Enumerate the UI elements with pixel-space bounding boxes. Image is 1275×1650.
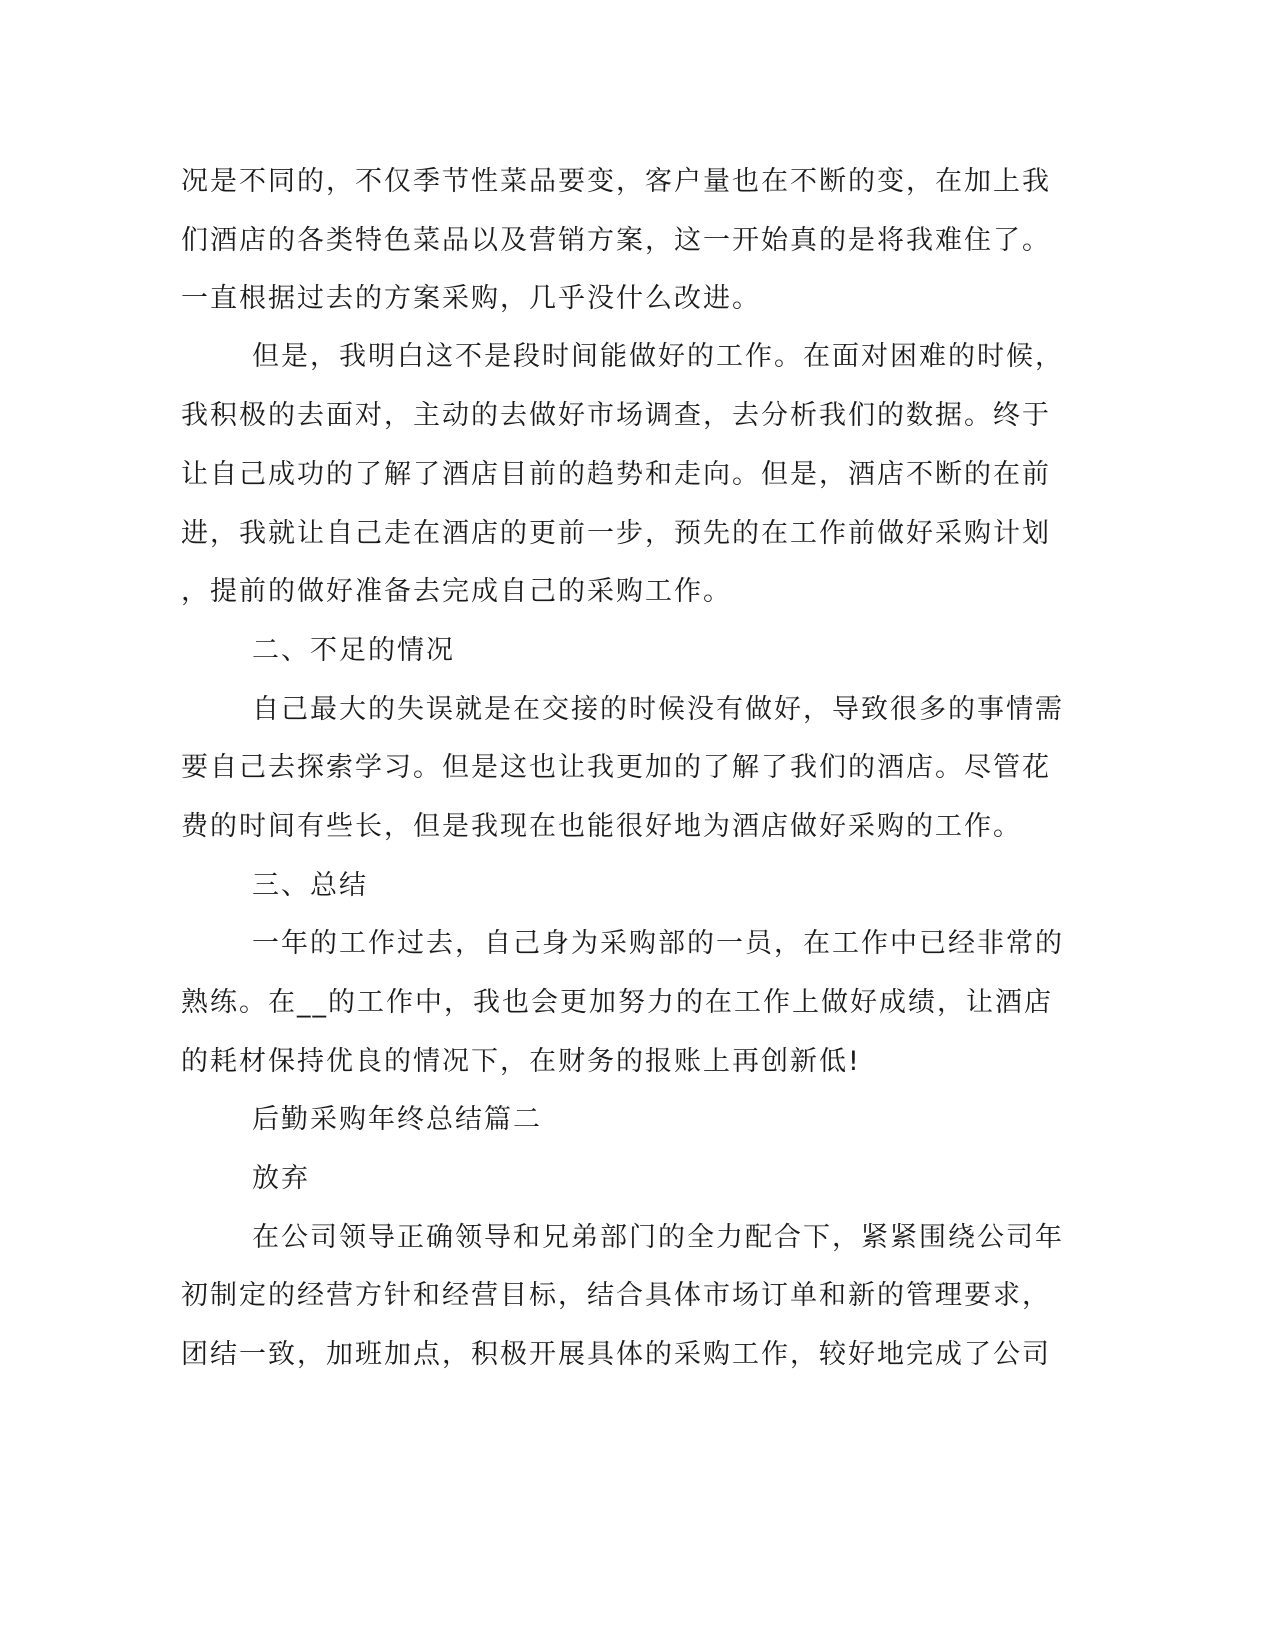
article-title: 后勤采购年终总结篇二 bbox=[252, 1104, 542, 1135]
paragraph-line: 熟练。在__的工作中，我也会更加努力的在工作上做好成绩，让酒店 bbox=[181, 987, 1053, 1018]
paragraph-line: 况是不同的，不仅季节性菜品要变，客户量也在不断的变，在加上我 bbox=[181, 166, 1051, 197]
paragraph-line: 初制定的经营方针和经营目标，结合具体市场订单和新的管理要求， bbox=[181, 1280, 1051, 1311]
paragraph-line: 团结一致，加班加点，积极开展具体的采购工作，较好地完成了公司 bbox=[181, 1339, 1051, 1370]
paragraph-line: 自己最大的失误就是在交接的时候没有做好，导致很多的事情需 bbox=[252, 694, 1064, 725]
paragraph-line: 我积极的去面对，主动的去做好市场调查，去分析我们的数据。终于 bbox=[181, 400, 1051, 431]
section-heading: 二、不足的情况 bbox=[252, 635, 455, 666]
paragraph-line: 在公司领导正确领导和兄弟部门的全力配合下，紧紧围绕公司年 bbox=[252, 1222, 1064, 1253]
paragraph-line: 进，我就让自己走在酒店的更前一步，预先的在工作前做好采购计划 bbox=[181, 518, 1051, 549]
paragraph-line: ，提前的做好准备去完成自己的采购工作。 bbox=[181, 576, 732, 607]
section-heading: 放弃 bbox=[252, 1163, 310, 1194]
paragraph-line: 费的时间有些长，但是我现在也能很好地为酒店做好采购的工作。 bbox=[181, 811, 1022, 842]
paragraph-line: 的耗材保持优良的情况下，在财务的报账上再创新低! bbox=[181, 1046, 861, 1077]
paragraph-line: 们酒店的各类特色菜品以及营销方案，这一开始真的是将我难住了。 bbox=[181, 225, 1051, 256]
paragraph-line: 要自己去探索学习。但是这也让我更加的了解了我们的酒店。尽管花 bbox=[181, 752, 1051, 783]
paragraph-line: 一年的工作过去，自己身为采购部的一员，在工作中已经非常的 bbox=[252, 928, 1064, 959]
section-heading: 三、总结 bbox=[252, 870, 368, 901]
paragraph-line: 让自己成功的了解了酒店目前的趋势和走向。但是，酒店不断的在前 bbox=[181, 459, 1051, 490]
paragraph-line: 一直根据过去的方案采购，几乎没什么改进。 bbox=[181, 283, 761, 314]
paragraph-line: 但是，我明白这不是段时间能做好的工作。在面对困难的时候， bbox=[252, 341, 1064, 372]
